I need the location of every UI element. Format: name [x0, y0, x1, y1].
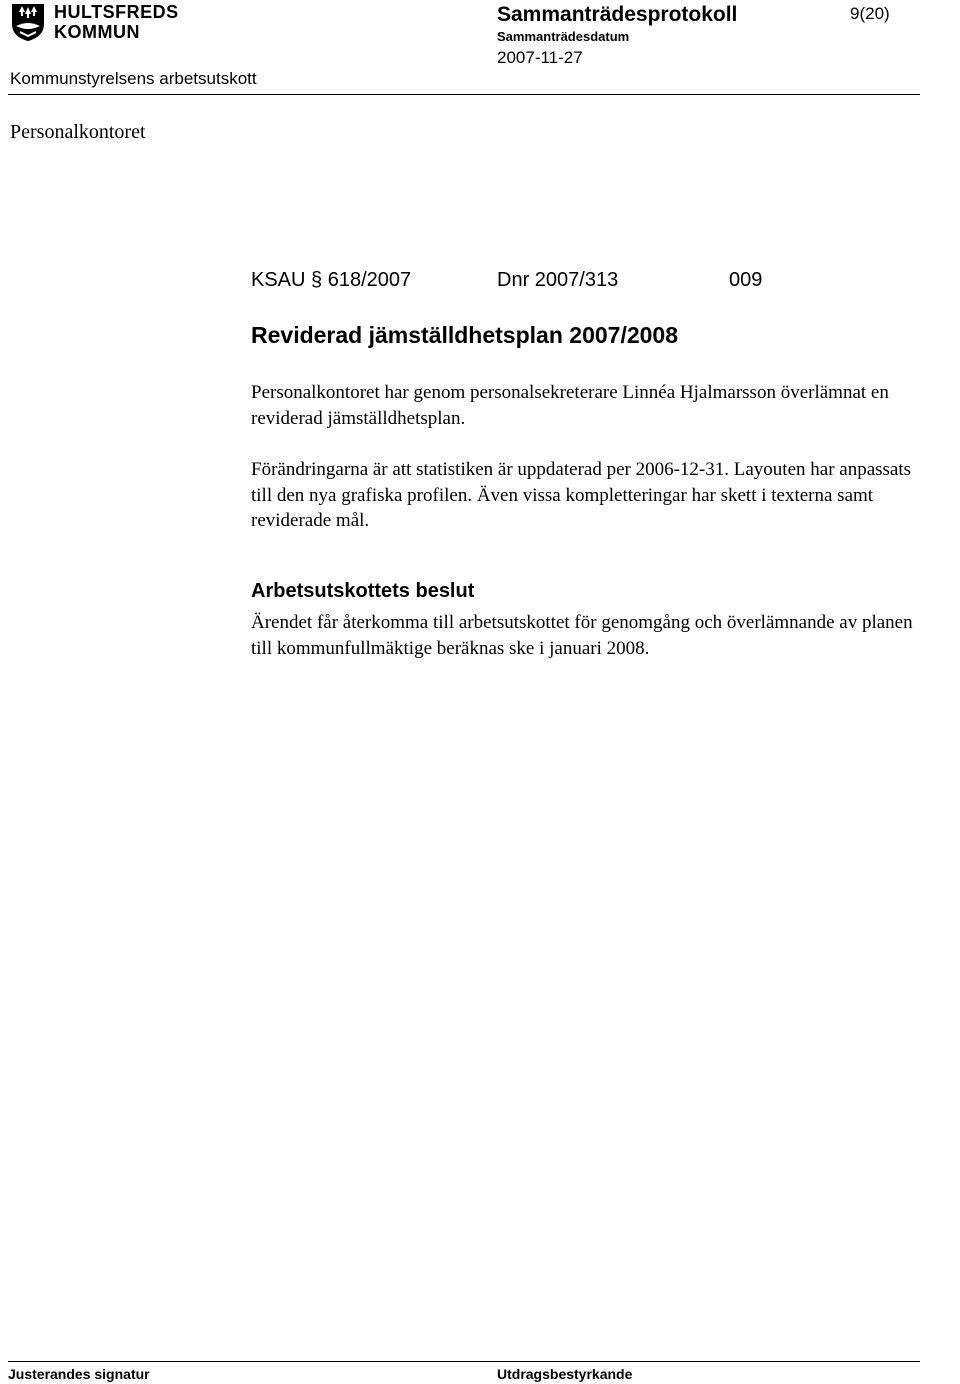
coat-of-arms-icon	[10, 2, 46, 42]
header-divider	[8, 94, 920, 95]
document-title: Sammanträdesprotokoll	[497, 3, 738, 26]
registry-number: Dnr 2007/313	[497, 269, 619, 291]
meeting-date-label: Sammanträdesdatum	[497, 29, 630, 44]
case-number: KSAU § 618/2007	[251, 269, 412, 291]
paragraph-intro: Personalkontoret har genom personalsekreterare Linnéa Hjalmarsson överlämnat en reviderad jämställdhetsplan.	[251, 382, 889, 429]
signature-label: Justerandes signatur	[8, 1366, 150, 1382]
decision-text: Ärendet får återkomma till arbetsutskottet för genomgång och överlämnande av planen till kommunfullmäktige beräknas ske i januari 2008.	[251, 612, 913, 659]
footer-divider	[8, 1361, 920, 1362]
classification-code: 009	[729, 269, 763, 291]
paragraph-changes: Förändringarna är att statistiken är uppdaterad per 2006-12-31. Layouten har anpassats till den nya grafiska profilen. Även vissa kompletteringar har skett i texterna samt reviderade mål.	[251, 459, 912, 531]
committee-name: Kommunstyrelsens arbetsutskott	[10, 69, 257, 88]
municipality-name-line2: KOMMUN	[54, 22, 140, 42]
department-name: Personalkontoret	[10, 121, 146, 143]
meeting-date: 2007-11-27	[497, 48, 583, 67]
municipality-logo	[10, 2, 180, 42]
certification-label: Utdragsbestyrkande	[497, 1366, 633, 1382]
decision-heading: Arbetsutskottets beslut	[251, 580, 475, 602]
page-number: 9(20)	[850, 4, 890, 23]
item-title: Reviderad jämställdhetsplan 2007/2008	[251, 322, 678, 348]
municipality-name-line1: HULTSFREDS	[54, 2, 179, 22]
